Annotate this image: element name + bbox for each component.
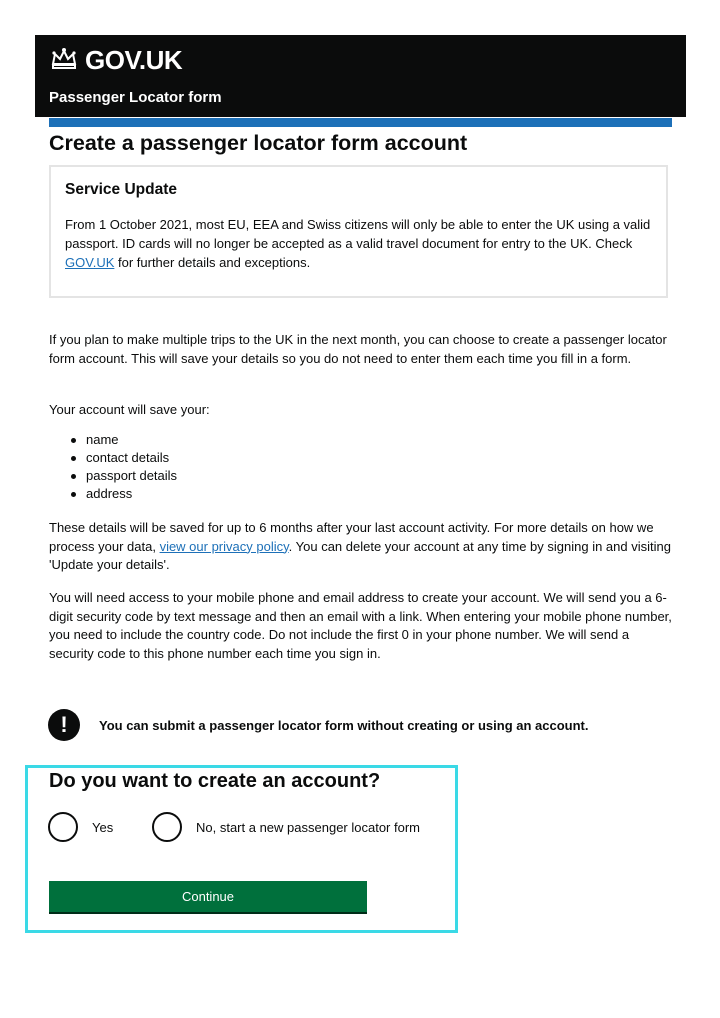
list-item [49, 431, 177, 449]
list-item-text: passport details [86, 468, 178, 483]
intro-paragraph: If you plan to make multiple trips to the UK in the next month, you can choose to create a passenger locator form account. This will save your details so you do not need to enter them each time you fill in a form. [49, 332, 667, 366]
page-title: Create a passenger locator form account [49, 131, 468, 155]
govuk-logo[interactable] [49, 45, 182, 76]
govuk-header [35, 35, 686, 117]
logo-text: GOV.UK [85, 45, 183, 75]
notice-text-end: for further details and exceptions. [114, 255, 311, 270]
radio-no-label[interactable]: No, start a new passenger locator form [196, 819, 420, 835]
data-retention-paragraph [49, 519, 674, 575]
bullet-icon [71, 492, 76, 497]
saved-details-list [49, 431, 177, 503]
create-account-question: Do you want to create an account? [49, 770, 381, 792]
notice-text [65, 215, 655, 272]
notice-heading: Service Update [65, 181, 177, 198]
radio-no[interactable] [152, 812, 420, 842]
service-name[interactable]: Passenger Locator form [49, 89, 222, 106]
header-accent-bar [49, 118, 672, 127]
radio-circle[interactable] [48, 812, 78, 842]
retention-text-start: These details will be saved for up to 6 months after your last account activity. For more details on how we process your data, [49, 520, 654, 554]
warning-text [48, 709, 589, 741]
list-item [49, 467, 177, 485]
govuk-link[interactable]: GOV.UK [65, 255, 115, 270]
service-update-notice [49, 165, 668, 298]
list-item-text: address [86, 486, 133, 501]
crown-icon [49, 46, 79, 75]
warning-message: You can submit a passenger locator form without creating or using an account. [99, 717, 589, 733]
list-item [49, 449, 177, 467]
bullet-icon [71, 438, 76, 443]
exclamation-icon: ! [48, 709, 80, 741]
saved-details-intro: Your account will save your: [49, 402, 210, 417]
list-item-text: contact details [86, 450, 170, 465]
list-item-text: name [86, 432, 119, 447]
continue-button[interactable]: Continue [49, 881, 367, 912]
notice-text-start: From 1 October 2021, most EU, EEA and Swiss citizens will only be able to enter the UK using a valid passport. ID cards will no longer be accepted as a valid travel document for entry to the UK. Check [65, 217, 651, 251]
retention-text-end: . You can delete your account at any time by signing in and visiting 'Update your details'. [49, 538, 671, 572]
privacy-policy-link[interactable]: view our privacy policy [159, 538, 289, 554]
list-item [49, 485, 177, 503]
radio-yes[interactable] [48, 812, 113, 842]
security-code-paragraph: You will need access to your mobile phone and email address to create your account. We will send you a 6-digit security code by text message and then an email with a link. When entering your mobile phone number, you need to include the country code. Do not include the first 0 in your phone number. We will send a security code to this phone number each time you sign in. [49, 590, 672, 661]
radio-yes-label[interactable]: Yes [92, 819, 114, 835]
radio-circle[interactable] [152, 812, 182, 842]
bullet-icon [71, 474, 76, 479]
bullet-icon [71, 456, 76, 461]
